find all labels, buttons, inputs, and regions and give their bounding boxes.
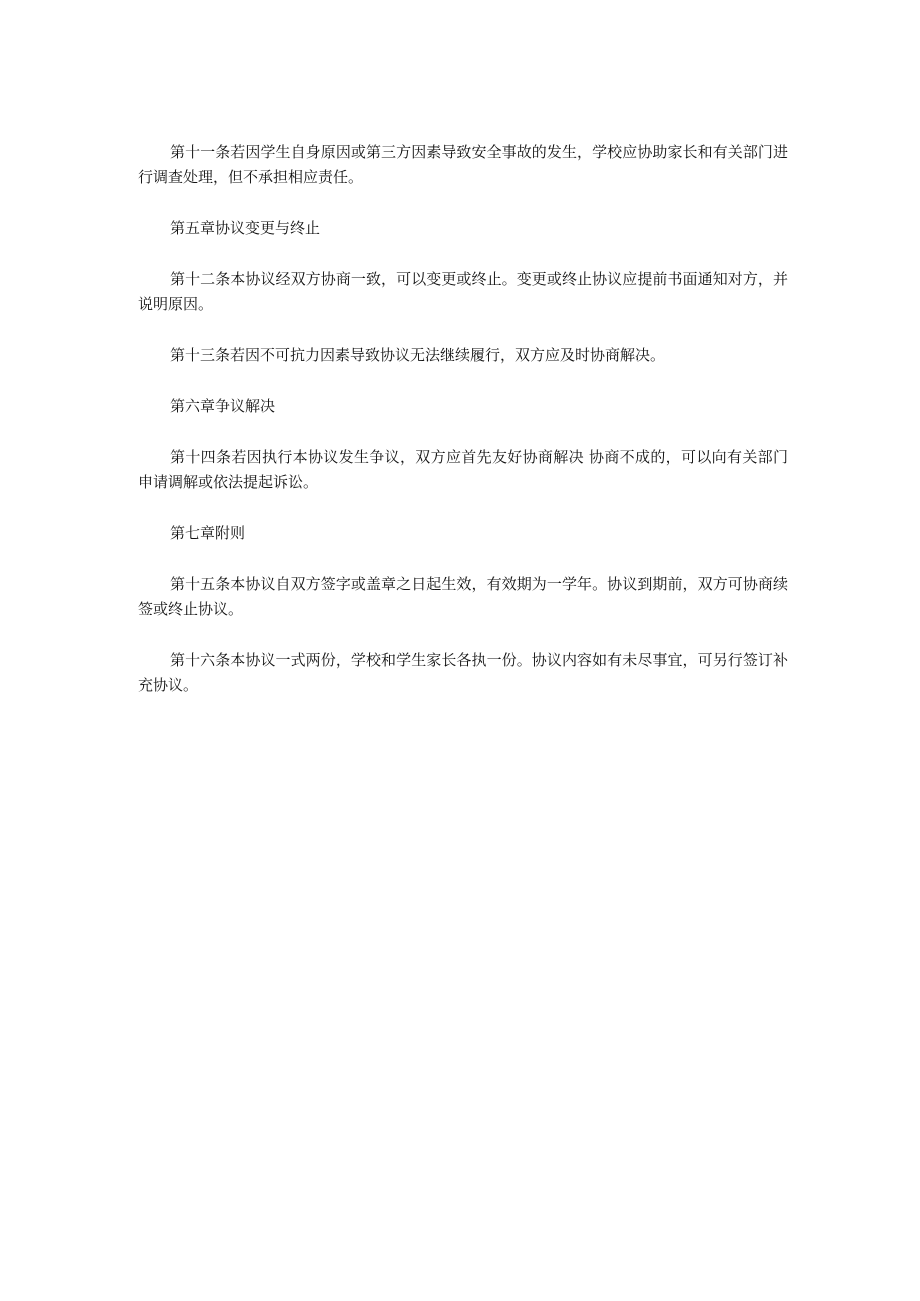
article-11-paragraph: 第十一条若因学生自身原因或第三方因素导致安全事故的发生，学校应协助家长和有关部门进行调查处理，但不承担相应责任。 bbox=[138, 143, 788, 186]
chapter-6-heading: 第六章争议解决 bbox=[170, 397, 276, 415]
chapter-7-heading: 第七章附则 bbox=[170, 524, 246, 542]
article-15-paragraph: 第十五条本协议自双方签字或盖章之日起生效，有效期为一学年。协议到期前，双方可协商续签或终止协议。 bbox=[138, 575, 788, 618]
article-16-paragraph: 第十六条本协议一式两份，学校和学生家长各执一份。协议内容如有未尽事宜，可另行签订补充协议。 bbox=[138, 651, 788, 694]
article-14-paragraph: 第十四条若因执行本协议发生争议，双方应首先友好协商解决 协商不成的，可以向有关部门申请调解或依法提起诉讼。 bbox=[138, 448, 788, 491]
chapter-5-heading: 第五章协议变更与终止 bbox=[170, 219, 321, 237]
article-12-paragraph: 第十二条本协议经双方协商一致，可以变更或终止。变更或终止协议应提前书面通知对方，并说明原因。 bbox=[138, 270, 788, 313]
article-13-paragraph: 第十三条若因不可抗力因素导致协议无法继续履行，双方应及时协商解决。 bbox=[170, 346, 666, 364]
document-body bbox=[138, 140, 788, 724]
